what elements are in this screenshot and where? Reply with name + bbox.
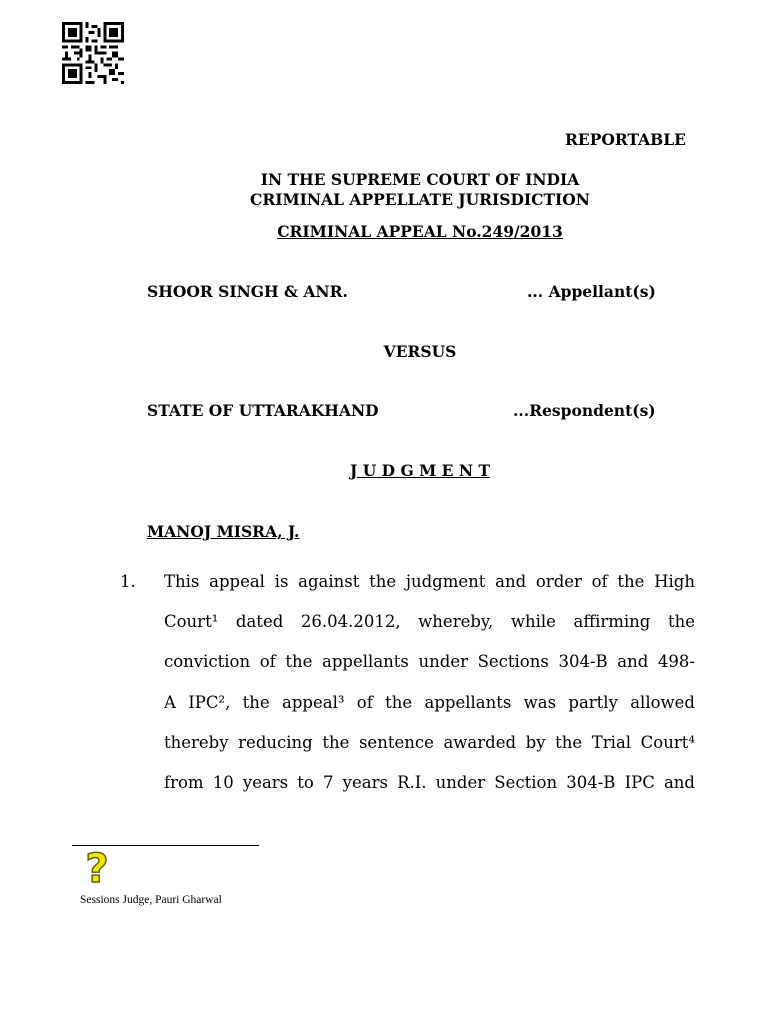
reportable-label: REPORTABLE	[565, 130, 686, 149]
footnote-text: Sessions Judge, Pauri Gharwal	[80, 894, 222, 906]
question-mark-icon	[80, 846, 114, 888]
jurisdiction: CRIMINAL APPELLATE JURISDICTION	[250, 190, 590, 209]
paragraph-line: Court¹ dated 26.04.2012, whereby, while affirming the	[164, 612, 695, 632]
qr-code-icon	[60, 22, 126, 84]
respondent-name: STATE OF UTTARAKHAND	[147, 401, 379, 420]
appellant-name: SHOOR SINGH & ANR.	[147, 282, 348, 301]
appellant-role: ... Appellant(s)	[527, 282, 656, 301]
paragraph-line: A IPC², the appeal³ of the appellants was partly allowed	[164, 692, 695, 712]
respondent-role: ...Respondent(s)	[513, 401, 656, 420]
paragraph-line: from 10 years to 7 years R.I. under Section 304-B IPC and	[164, 773, 695, 793]
svg-text:?: ?	[85, 846, 109, 888]
paragraph-line: This appeal is against the judgment and order of the High	[164, 572, 695, 591]
court-name: IN THE SUPREME COURT OF INDIA	[260, 170, 580, 189]
paragraph-line: thereby reducing the sentence awarded by the Trial Court⁴	[164, 732, 695, 752]
author-name: MANOJ MISRA, J.	[147, 522, 300, 541]
versus-label: VERSUS	[383, 342, 457, 361]
paragraph-number: 1.	[120, 572, 136, 591]
judgment-heading: J U D G M E N T	[350, 461, 490, 480]
case-number: CRIMINAL APPEAL No.249/2013	[277, 222, 563, 241]
paragraph-line: conviction of the appellants under Sections 304-B and 498-	[164, 652, 695, 672]
paragraph-body	[164, 562, 695, 803]
